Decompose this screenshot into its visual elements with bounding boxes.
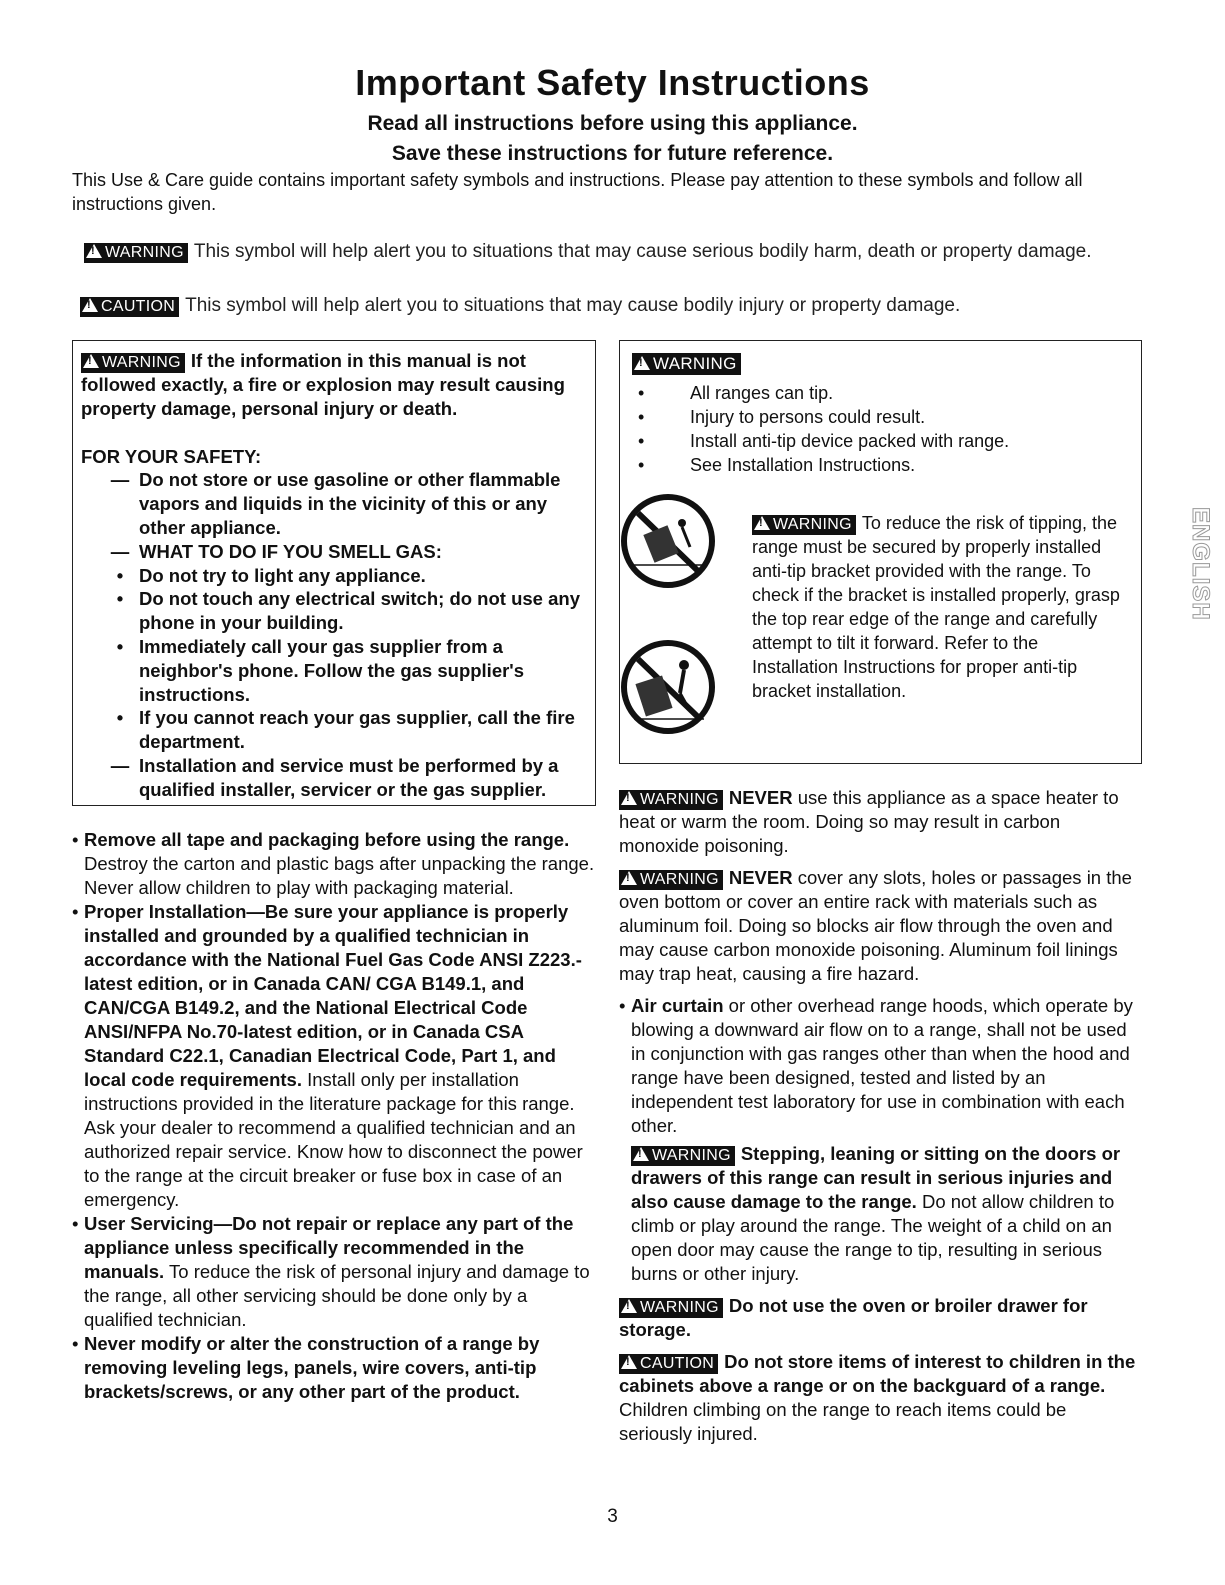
subtitle-read: Read all instructions before using this appliance. bbox=[367, 112, 858, 135]
child-climbing-prohibited-icon bbox=[620, 639, 716, 735]
svg-text:ENGLISH: ENGLISH bbox=[1187, 507, 1214, 621]
tip-bullets bbox=[632, 381, 1131, 477]
page-number: 3 bbox=[607, 1506, 618, 1527]
gas-warning-lead: !WARNING If the information in this manual is not followed exactly, a fire or explosion may result causing property damage, personal injury or death. bbox=[81, 349, 589, 421]
intro-paragraph: This Use & Care guide contains important safety symbols and instructions. Please pay attention to these symbols and follow all instructions given. bbox=[72, 170, 1083, 214]
list-item: • Proper Installation—Be sure your appliance is properly installed and grounded by a qualified technician in accordance with the National Fuel Gas Code ANSI Z223.- latest edition, or in Canada CAN/ CGA B149.1, and CAN/CGA B149.2, and the National Electrical Code ANSI/NFPA No.70-latest edition, or in Canada CSA Standard C22.1, Canadian Electrical Code, Part 1, and local code requirements. Install only per installation instructions provided in the literature package for this range. bbox=[72, 901, 582, 1114]
stepping-warning: !WARNING Stepping, leaning or sitting on the doors or drawers of this range can result in serious injuries and also cause damage to the range. Do not allow children to climb or play around the range. The weight of a child on an open door may cause the range to tip, resulting in serious burns or other injury. bbox=[619, 1142, 1143, 1286]
alert-triangle-icon bbox=[83, 354, 99, 368]
list-item: • See Installation Instructions. bbox=[638, 455, 916, 475]
list-item: • Injury to persons could result. bbox=[638, 407, 926, 427]
alert-triangle-icon bbox=[621, 791, 637, 805]
caution-symbol-line: !CAUTION This symbol will help alert you to situations that may cause bodily injury or property damage. bbox=[80, 294, 960, 318]
caution-badge: !CAUTION bbox=[80, 297, 179, 317]
list-item: • Install anti-tip device packed with range. bbox=[638, 431, 1010, 451]
warning-badge: !WARNING bbox=[81, 353, 185, 373]
list-item: • If you cannot reach your gas supplier, call the fire department. bbox=[116, 707, 575, 753]
warning-badge: !WARNING bbox=[752, 515, 856, 535]
gas-warning-box bbox=[72, 340, 596, 806]
alert-triangle-icon bbox=[82, 298, 98, 312]
alert-triangle-icon bbox=[621, 1299, 637, 1313]
caution-badge: !CAUTION bbox=[619, 1354, 718, 1374]
warning-badge: !WARNING bbox=[84, 243, 188, 263]
list-item: — WHAT TO DO IF YOU SMELL GAS: bbox=[110, 540, 442, 562]
anti-tip-warning-box bbox=[619, 340, 1142, 764]
alert-triangle-icon bbox=[86, 244, 102, 258]
list-item: • User Servicing—Do not repair or replace any part of the appliance unless specifically recommended in the manuals. To reduce the risk of personal injury and damage to the range, all other servicing should be done only by a qualified technician. bbox=[72, 1213, 590, 1330]
alert-triangle-icon bbox=[634, 356, 650, 370]
cabinet-caution: !CAUTION Do not store items of interest to children in the cabinets above a range or on the backguard of a range. Children climbing on the range to reach items could be seriously injured. bbox=[619, 1350, 1143, 1446]
warning-badge: !WARNING bbox=[632, 353, 741, 375]
warning-badge: !WARNING bbox=[631, 1146, 735, 1166]
warning-badge: !WARNING bbox=[619, 790, 723, 810]
anti-tip-paragraph: !WARNING To reduce the risk of tipping, the range must be secured by properly installed anti-tip bracket provided with the range. To check if the bracket is installed properly, grasp the top rear edge of the range and carefully attempt to tilt it forward. Refer to the Installation Instructions for proper anti-tip bracket installation. bbox=[752, 511, 1124, 703]
page-title: Important Safety Instructions bbox=[355, 62, 870, 103]
foil-warning: !WARNING NEVER cover any slots, holes or passages in the oven bottom or cover an entire rack with materials such as aluminum foil. Doing so blocks air flow through the oven and may cause carbon monoxide poisoning. Aluminum foil linings may trap heat, causing a fire hazard. bbox=[619, 866, 1143, 986]
list-item: • Do not touch any electrical switch; do not use any phone in your building. bbox=[116, 588, 580, 634]
space-heater-warning: !WARNING NEVER use this appliance as a space heater to heat or warm the room. Doing so may result in carbon monoxide poisoning. bbox=[619, 786, 1143, 858]
alert-triangle-icon bbox=[621, 871, 637, 885]
left-safety-column bbox=[72, 828, 596, 1404]
warning-badge: !WARNING bbox=[619, 870, 723, 890]
range-tipping-prohibited-icon bbox=[620, 493, 716, 589]
list-item: • All ranges can tip. bbox=[638, 383, 834, 403]
list-item: • Remove all tape and packaging before using the range. Destroy the carton and plastic bags after unpacking the range. Never allow children to play with packaging material. bbox=[72, 829, 595, 898]
air-curtain-item: • Air curtain or other overhead range hoods, which operate by blowing a downward air flow on to a range, shall not be used in conjunction with gas ranges other than when the hood and range have been designed, tested and listed by an independent test laboratory for use in combination with each other. bbox=[619, 995, 1133, 1136]
list-item: • Never modify or alter the construction of a range by removing leveling legs, panels, wire covers, anti-tip brackets/screws, or any other part of the product. bbox=[72, 1333, 540, 1402]
alert-triangle-icon bbox=[754, 516, 770, 530]
list-item: — Do not store or use gasoline or other flammable vapors and liquids in the vicinity of this or any other appliance. bbox=[110, 469, 561, 538]
language-side-label bbox=[1178, 505, 1214, 645]
right-safety-column bbox=[619, 786, 1143, 1446]
warning-badge: !WARNING bbox=[619, 1298, 723, 1318]
subtitle-save: Save these instructions for future reference. bbox=[391, 142, 834, 165]
list-item-continuation: Ask your dealer to recommend a qualified technician and an authorized repair service. Know how to disconnect the power to the range at the circuit breaker or fuse box in case of an emergency. bbox=[84, 1117, 583, 1210]
list-item: • Immediately call your gas supplier from a neighbor's phone. Follow the gas supplier's instructions. bbox=[116, 635, 524, 705]
list-item: — Installation and service must be performed by a qualified installer, servicer or the gas supplier. bbox=[110, 754, 559, 800]
gas-safety-list bbox=[81, 468, 589, 801]
alert-triangle-icon bbox=[633, 1147, 649, 1161]
storage-warning: !WARNING Do not use the oven or broiler drawer for storage. bbox=[619, 1294, 1143, 1342]
for-your-safety-heading: FOR YOUR SAFETY: bbox=[81, 445, 262, 467]
warning-symbol-line: !WARNING This symbol will help alert you to situations that may cause serious bodily harm, death or property damage. bbox=[84, 240, 1092, 264]
alert-triangle-icon bbox=[621, 1355, 637, 1369]
list-item: • Do not try to light any appliance. bbox=[116, 564, 426, 586]
